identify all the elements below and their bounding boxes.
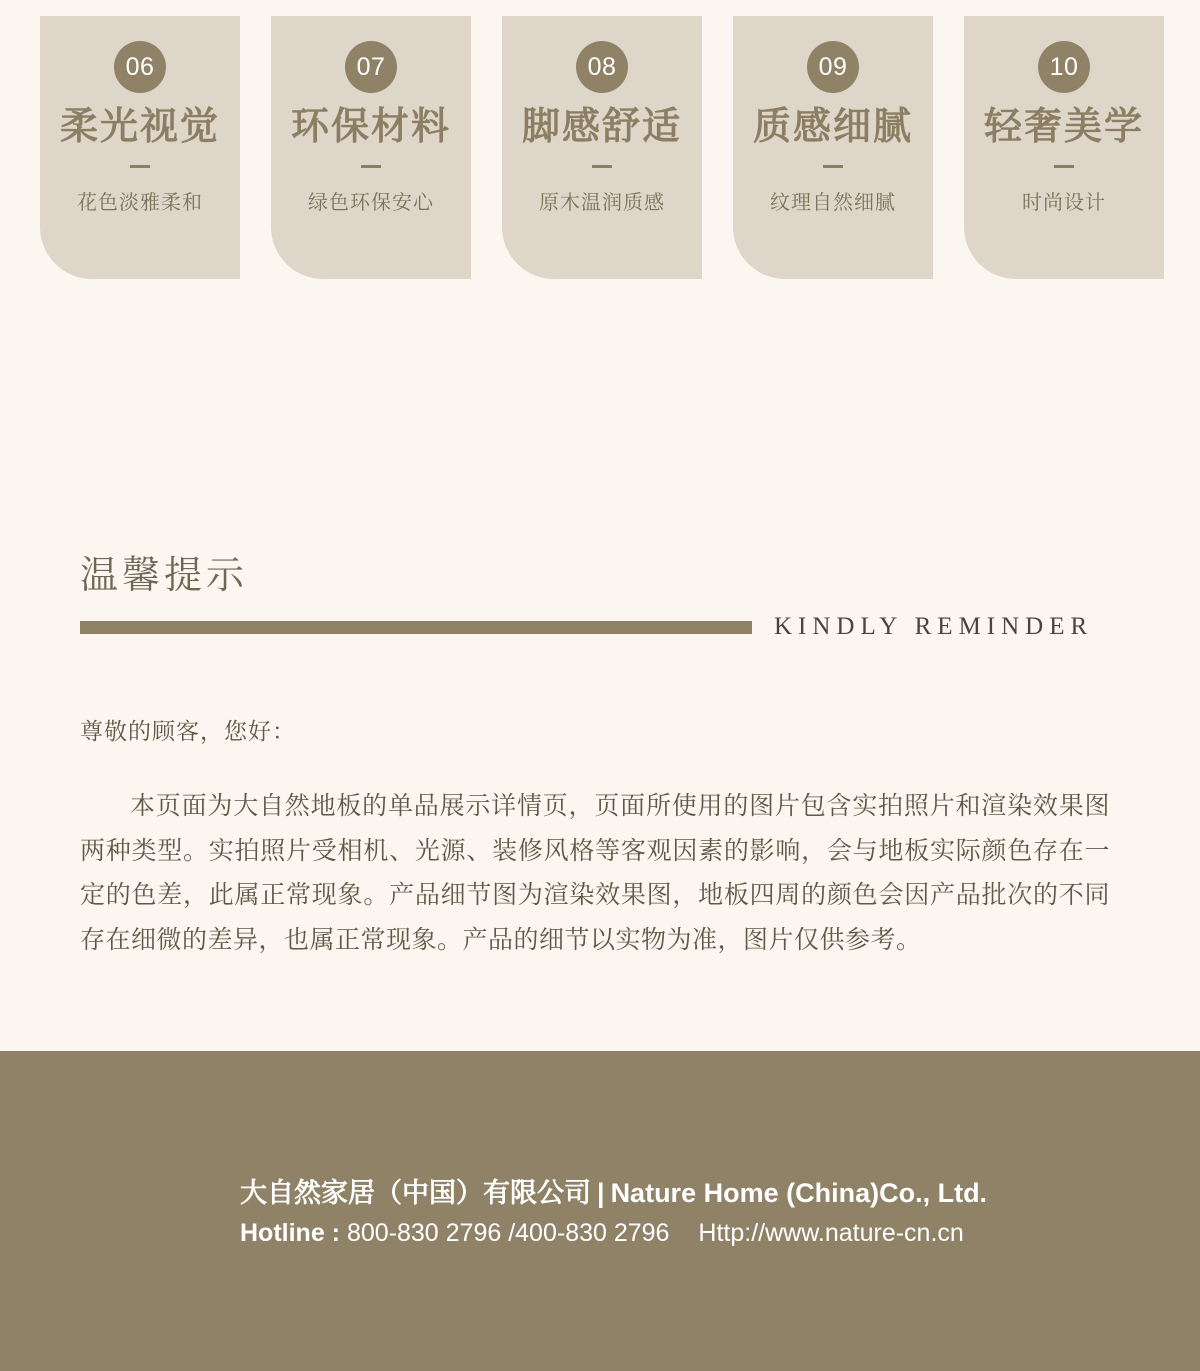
website-url[interactable]: Http://www.nature-cn.cn <box>698 1219 964 1247</box>
feature-title: 柔光视觉 <box>59 106 220 148</box>
feature-title: 质感细腻 <box>752 106 913 148</box>
section-title-english: KINDLY REMINDER <box>774 613 1094 640</box>
feature-subtitle: 原木温润质感 <box>539 191 665 214</box>
feature-card <box>733 16 933 279</box>
divider-dash <box>1054 165 1074 168</box>
feature-title: 轻奢美学 <box>983 106 1144 148</box>
accent-bar <box>80 621 752 634</box>
section-title-rule <box>80 613 1120 641</box>
feature-number-badge: 08 <box>576 41 628 93</box>
divider-dash <box>130 165 150 168</box>
feature-subtitle: 花色淡雅柔和 <box>77 191 203 214</box>
feature-card <box>271 16 471 279</box>
feature-card <box>40 16 240 279</box>
divider-dash <box>592 165 612 168</box>
feature-number-badge: 10 <box>1038 41 1090 93</box>
divider-dash <box>361 165 381 168</box>
greeting-text: 尊敬的顾客，您好： <box>80 718 296 744</box>
footer-contact-line <box>240 1219 1200 1248</box>
feature-subtitle: 绿色环保安心 <box>308 191 434 214</box>
footer-content <box>0 1051 1200 1248</box>
feature-title: 环保材料 <box>290 106 451 148</box>
feature-title: 脚感舒适 <box>521 106 682 148</box>
kindly-reminder-section <box>0 544 1200 962</box>
feature-number-badge: 06 <box>114 41 166 93</box>
feature-card <box>502 16 702 279</box>
feature-cards-row <box>0 0 1200 279</box>
reminder-body-text: 本页面为大自然地板的单品展示详情页，页面所使用的图片包含实拍照片和渲染效果图两种类型。实拍照片受相机、光源、装修风格等客观因素的影响，会与地板实际颜色存在一定的色差，此属正常现象。产品细节图为渲染效果图，地板四周的颜色会因产品批次的不同存在细微的差异，也属正常现象。产品的细节以实物为准，图片仅供参考。 <box>80 792 1110 954</box>
hotline-label: Hotline : <box>240 1219 340 1247</box>
feature-card <box>964 16 1164 279</box>
company-name-en: Nature Home (China)Co., Ltd. <box>610 1178 988 1208</box>
feature-number-badge: 07 <box>345 41 397 93</box>
company-separator: | <box>597 1178 605 1208</box>
footer <box>0 1051 1200 1371</box>
company-name-cn: 大自然家居（中国）有限公司 <box>240 1178 591 1208</box>
divider-dash <box>823 165 843 168</box>
feature-subtitle: 纹理自然细腻 <box>770 191 896 214</box>
footer-company-line <box>240 1171 1200 1210</box>
feature-subtitle: 时尚设计 <box>1022 191 1106 214</box>
feature-number-badge: 09 <box>807 41 859 93</box>
hotline-number: 800-830 2796 /400-830 2796 <box>346 1219 670 1247</box>
section-title: 温馨提示 <box>80 555 249 597</box>
